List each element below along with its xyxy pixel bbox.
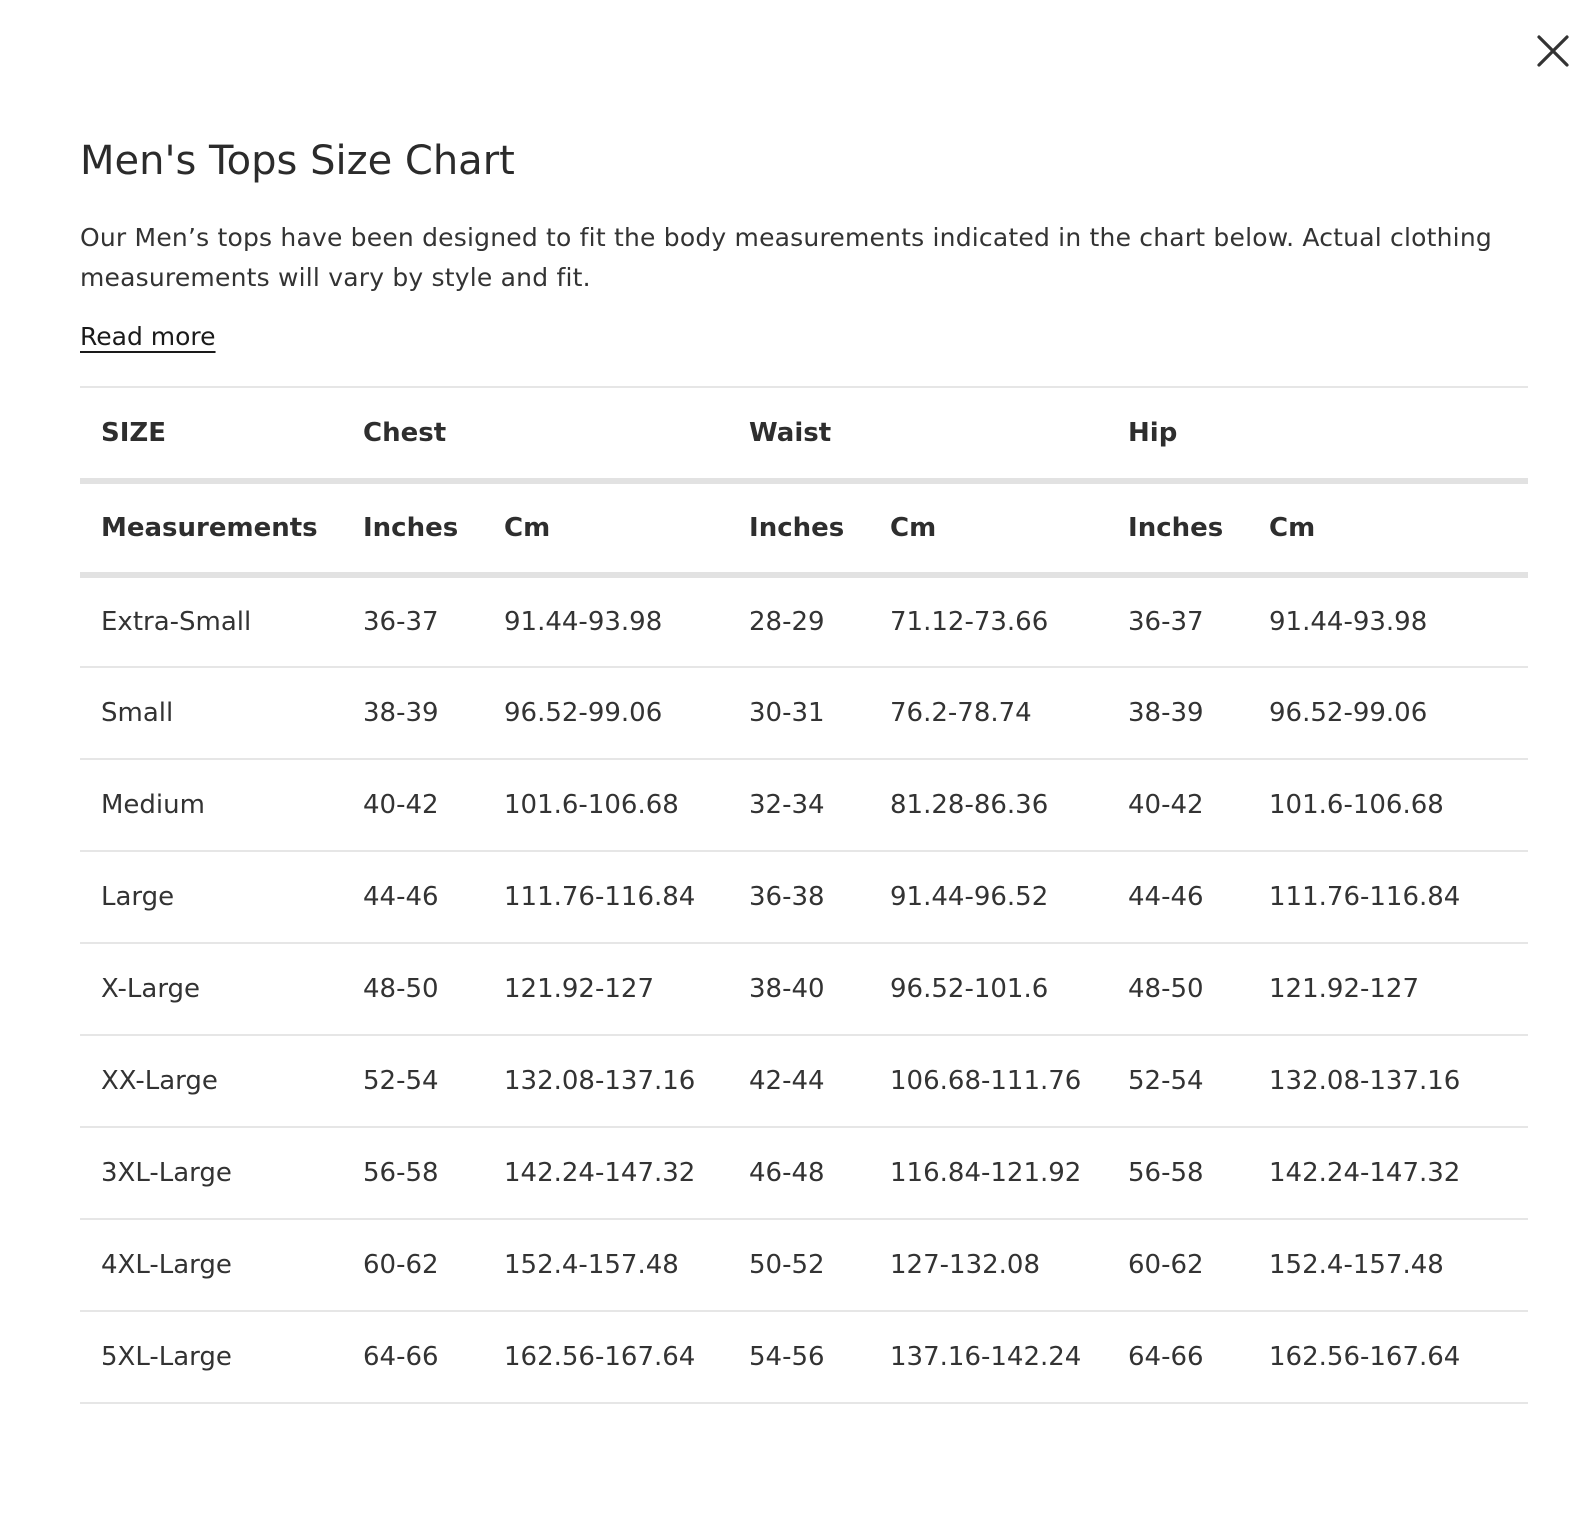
hip-inches-cell: 48-50	[1128, 974, 1204, 1004]
size-header: SIZE	[101, 418, 167, 448]
size-cell: Large	[101, 882, 175, 912]
hip-inches-cell: 40-42	[1128, 790, 1204, 820]
chest-inches-cell: 36-37	[363, 607, 439, 637]
waist-cm-cell: 76.2-78.74	[890, 698, 1032, 728]
waist-inches-cell: 28-29	[749, 607, 825, 637]
waist-inches-header: Inches	[749, 513, 845, 543]
chest-cm-cell: 101.6-106.68	[504, 790, 679, 820]
waist-inches-cell: 42-44	[749, 1066, 825, 1096]
hip-cm-cell: 91.44-93.98	[1269, 607, 1428, 637]
chart-description: Our Men’s tops have been designed to fit the body measurements indicated in the chart below. Actual clothing measurements will vary by style and fit.	[80, 223, 1492, 292]
chest-inches-header: Inches	[363, 513, 459, 543]
read-more-link[interactable]: Read more	[80, 322, 216, 351]
table-row	[80, 1035, 1528, 1127]
chest-cm-cell: 111.76-116.84	[504, 882, 696, 912]
waist-inches-cell: 30-31	[749, 698, 825, 728]
chest-cm-cell: 142.24-147.32	[504, 1158, 696, 1188]
close-button[interactable]	[1536, 34, 1570, 68]
hip-header: Hip	[1128, 418, 1178, 448]
hip-cm-header: Cm	[1269, 513, 1316, 543]
table-row	[80, 1219, 1528, 1311]
waist-inches-cell: 36-38	[749, 882, 825, 912]
measurements-header: Measurements	[101, 513, 318, 543]
chest-cm-cell: 152.4-157.48	[504, 1250, 679, 1280]
hip-cm-cell: 121.92-127	[1269, 974, 1419, 1004]
waist-cm-cell: 127-132.08	[890, 1250, 1040, 1280]
hip-cm-cell: 152.4-157.48	[1269, 1250, 1444, 1280]
waist-cm-header: Cm	[890, 513, 937, 543]
size-cell: 5XL-Large	[101, 1342, 232, 1372]
waist-cm-cell: 106.68-111.76	[890, 1066, 1082, 1096]
table-row	[80, 851, 1528, 943]
table-row	[80, 1127, 1528, 1219]
chest-inches-cell: 40-42	[363, 790, 439, 820]
waist-inches-cell: 32-34	[749, 790, 825, 820]
chest-cm-cell: 121.92-127	[504, 974, 654, 1004]
chest-inches-cell: 38-39	[363, 698, 439, 728]
waist-cm-cell: 81.28-86.36	[890, 790, 1049, 820]
waist-cm-cell: 137.16-142.24	[890, 1342, 1082, 1372]
table-row	[80, 575, 1528, 667]
chest-cm-cell: 96.52-99.06	[504, 698, 663, 728]
waist-inches-cell: 38-40	[749, 974, 825, 1004]
chest-cm-cell: 91.44-93.98	[504, 607, 663, 637]
waist-cm-cell: 116.84-121.92	[890, 1158, 1082, 1188]
chest-cm-header: Cm	[504, 513, 551, 543]
hip-cm-cell: 132.08-137.16	[1269, 1066, 1461, 1096]
chest-header: Chest	[363, 418, 447, 448]
hip-inches-cell: 38-39	[1128, 698, 1204, 728]
size-cell: 3XL-Large	[101, 1158, 232, 1188]
size-cell: Small	[101, 698, 174, 728]
group-header-row	[80, 387, 1528, 481]
chest-cm-cell: 162.56-167.64	[504, 1342, 696, 1372]
hip-inches-cell: 56-58	[1128, 1158, 1204, 1188]
hip-inches-cell: 36-37	[1128, 607, 1204, 637]
waist-cm-cell: 71.12-73.66	[890, 607, 1049, 637]
hip-cm-cell: 101.6-106.68	[1269, 790, 1444, 820]
hip-inches-cell: 44-46	[1128, 882, 1204, 912]
hip-inches-cell: 60-62	[1128, 1250, 1204, 1280]
hip-cm-cell: 142.24-147.32	[1269, 1158, 1461, 1188]
table-row	[80, 1311, 1528, 1403]
size-cell: X-Large	[101, 974, 201, 1004]
hip-cm-cell: 111.76-116.84	[1269, 882, 1461, 912]
hip-cm-cell: 162.56-167.64	[1269, 1342, 1461, 1372]
chest-inches-cell: 52-54	[363, 1066, 439, 1096]
chest-inches-cell: 44-46	[363, 882, 439, 912]
waist-cm-cell: 91.44-96.52	[890, 882, 1049, 912]
chest-inches-cell: 64-66	[363, 1342, 439, 1372]
size-cell: Medium	[101, 790, 205, 820]
size-cell: 4XL-Large	[101, 1250, 232, 1280]
table-row	[80, 943, 1528, 1035]
table-row	[80, 759, 1528, 851]
chest-cm-cell: 132.08-137.16	[504, 1066, 696, 1096]
waist-header: Waist	[749, 418, 832, 448]
size-table	[80, 386, 1528, 1404]
chest-inches-cell: 48-50	[363, 974, 439, 1004]
waist-inches-cell: 46-48	[749, 1158, 825, 1188]
waist-inches-cell: 50-52	[749, 1250, 825, 1280]
table-body	[80, 575, 1528, 1403]
table-row	[80, 667, 1528, 759]
close-icon	[1536, 34, 1570, 68]
unit-header-row	[80, 481, 1528, 575]
waist-inches-cell: 54-56	[749, 1342, 825, 1372]
hip-inches-cell: 52-54	[1128, 1066, 1204, 1096]
size-cell: XX-Large	[101, 1066, 218, 1096]
hip-inches-header: Inches	[1128, 513, 1224, 543]
size-cell: Extra-Small	[101, 607, 252, 637]
chest-inches-cell: 56-58	[363, 1158, 439, 1188]
hip-cm-cell: 96.52-99.06	[1269, 698, 1428, 728]
chest-inches-cell: 60-62	[363, 1250, 439, 1280]
page-title: Men's Tops Size Chart	[80, 138, 515, 184]
hip-inches-cell: 64-66	[1128, 1342, 1204, 1372]
waist-cm-cell: 96.52-101.6	[890, 974, 1049, 1004]
